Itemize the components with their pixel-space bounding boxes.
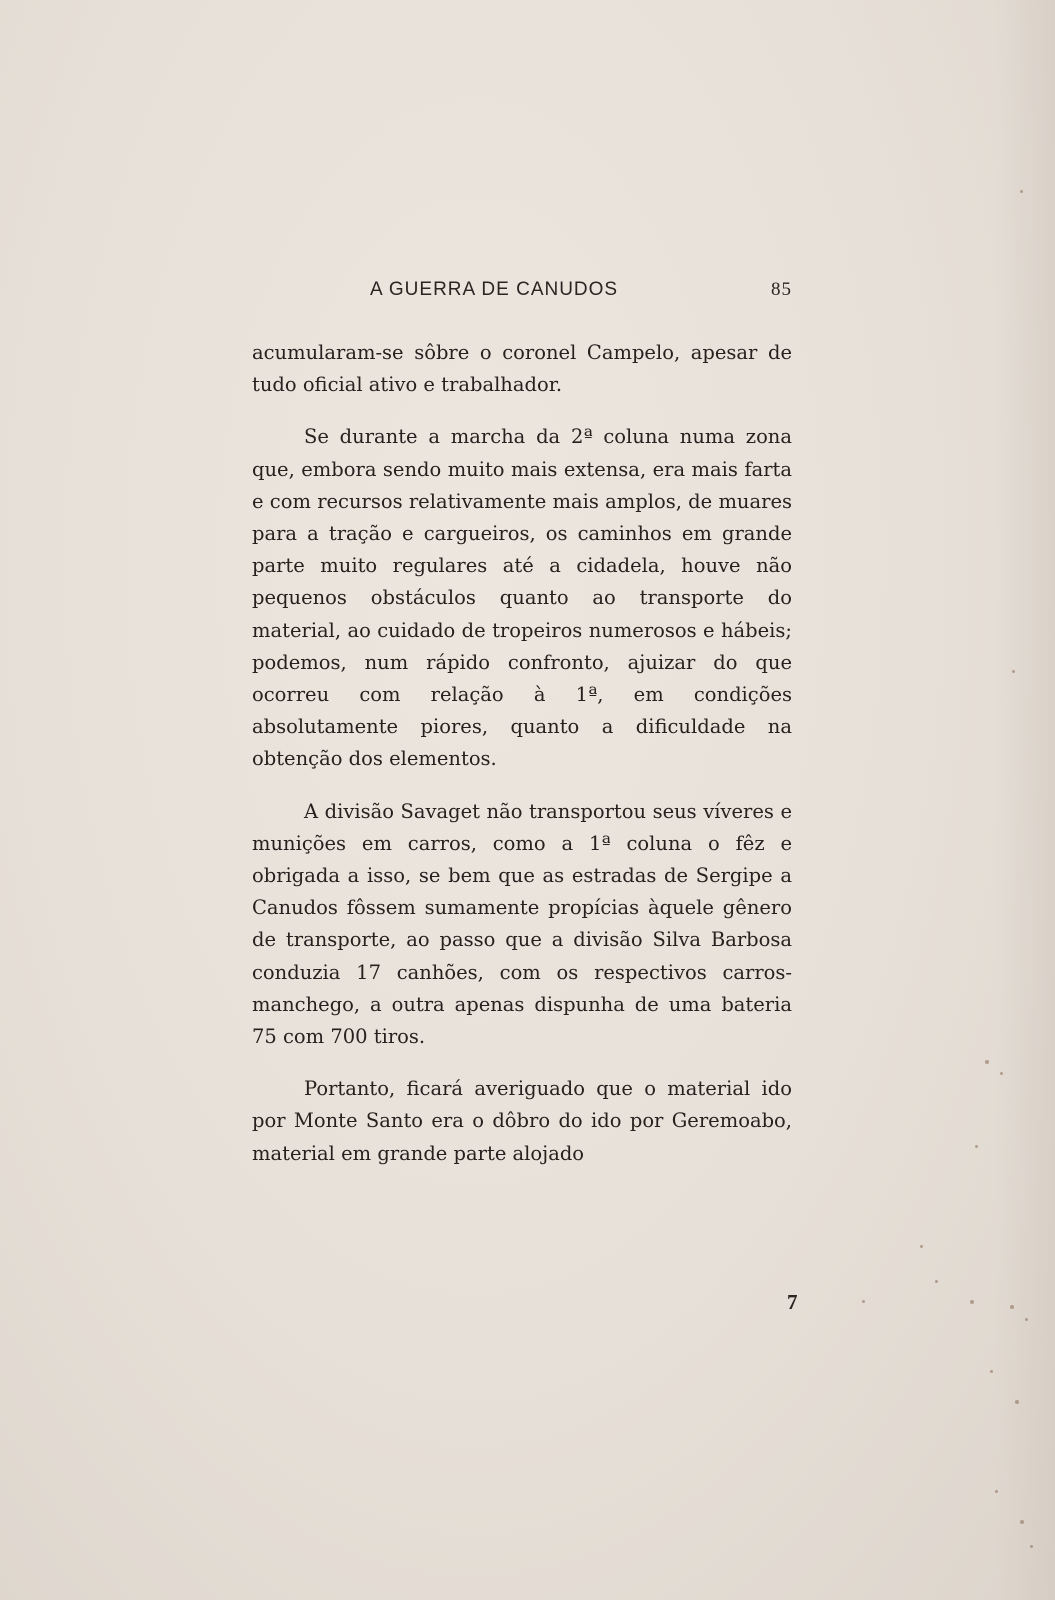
foxing-speck <box>1020 1520 1024 1524</box>
foxing-speck <box>1000 1072 1003 1075</box>
foxing-speck <box>1025 1318 1028 1321</box>
foxing-speck <box>1020 190 1023 193</box>
foxing-speck <box>1010 1305 1014 1309</box>
foxing-speck <box>1012 670 1015 673</box>
paragraph-3: A divisão Savaget não transportou seus víveres e munições em carros, como a 1ª coluna o fêz e obrigada a isso, se bem que as estradas de Sergipe a Canudos fôssem sumamente propícias àquele gênero de transporte, ao passo que a divisão Silva Barbosa conduzia 17 canhões, com os respectivos carros-manchego, a outra apenas dispunha de uma bateria 75 com 700 tiros. <box>252 799 792 1049</box>
page-header <box>250 279 792 307</box>
foxing-speck <box>970 1300 974 1304</box>
foxing-speck <box>985 1060 989 1064</box>
foxing-speck <box>995 1490 998 1493</box>
running-title: A GUERRA DE CANUDOS <box>370 279 619 300</box>
paragraph-1: acumularam-se sôbre o coronel Campelo, apesar de tudo oficial ativo e trabalhador. <box>252 341 792 397</box>
foxing-speck <box>862 1300 865 1303</box>
foxing-speck <box>1015 1400 1019 1404</box>
paragraph-2: Se durante a marcha da 2ª coluna numa zona que, embora sendo muito mais extensa, era mais farta e com recursos relativamente mais amplos, de muares para a tração e cargueiros, os caminhos em grande parte muito regulares até a cidadela, houve não pequenos obstáculos quanto ao transporte do material, ao cuidado de tropeiros numerosos e hábeis; podemos, num rápido confronto, ajuizar do que ocorreu com relação à 1ª, em condições absolutamente piores, quanto a dificuldade na obtenção dos elementos. <box>252 425 792 771</box>
paragraph-4: Portanto, ficará averiguado que o material ido por Monte Santo era o dôbro do ido por Geremoabo, material em grande parte alojado <box>252 1077 792 1165</box>
foxing-speck <box>1030 1545 1033 1548</box>
foxing-speck <box>920 1245 923 1248</box>
foxing-speck <box>935 1280 938 1283</box>
signature-mark: 7 <box>787 1290 798 1314</box>
page-edge-shadow <box>995 0 1055 1600</box>
page-number: 85 <box>771 279 792 300</box>
foxing-speck <box>975 1145 978 1148</box>
foxing-speck <box>990 1370 993 1373</box>
body-text <box>252 337 792 1190</box>
